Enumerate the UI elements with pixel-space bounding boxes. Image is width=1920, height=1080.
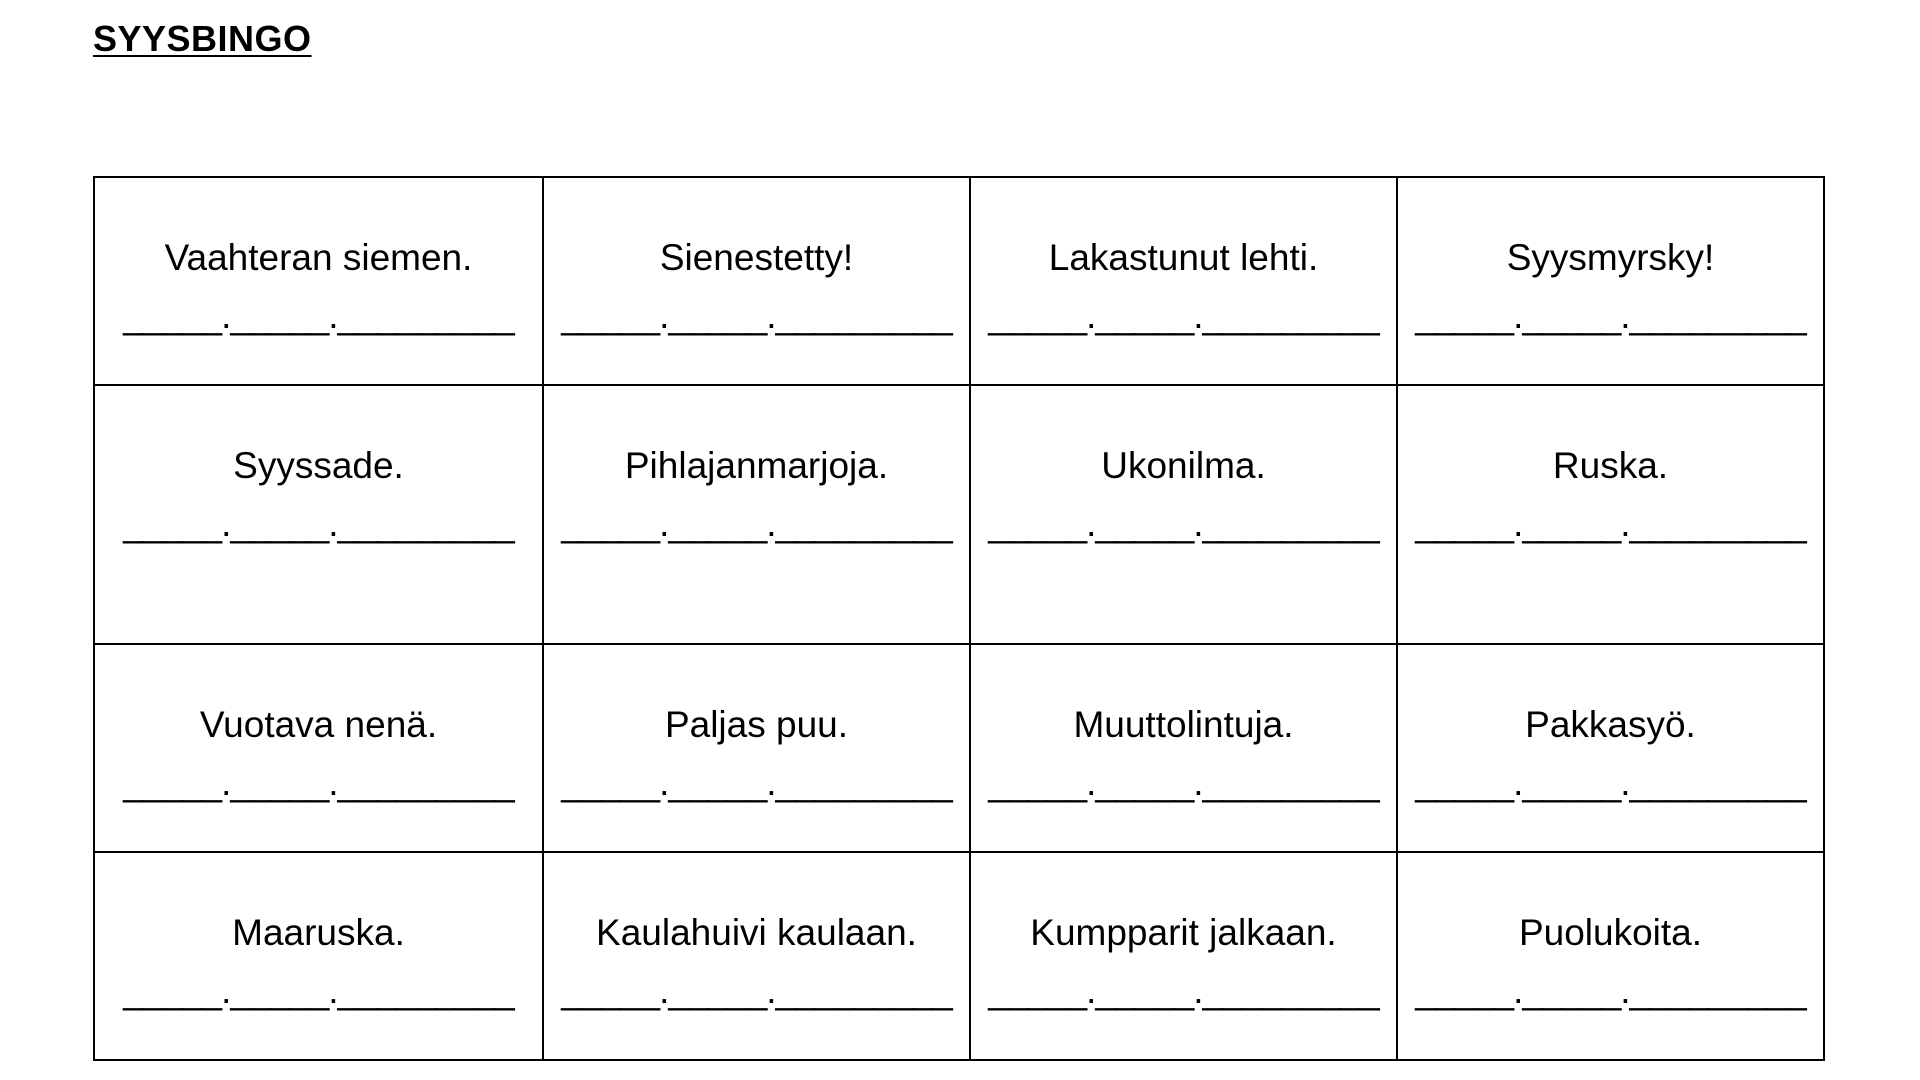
bingo-cell	[1397, 852, 1824, 1060]
bingo-cell	[1397, 177, 1824, 385]
bingo-cell	[970, 385, 1397, 644]
date-blank: _____._____._________	[561, 970, 952, 1011]
cell-text: Pihlajanmarjoja.	[624, 445, 889, 486]
cell-text: Kaulahuivi kaulaan.	[596, 912, 917, 953]
cell-text: Syysmyrsky!	[1506, 237, 1715, 278]
date-blank: _____._____._________	[988, 295, 1379, 336]
bingo-row	[94, 385, 1824, 644]
bingo-row	[94, 177, 1824, 385]
bingo-cell	[94, 852, 543, 1060]
cell-text: Syyssade.	[233, 445, 404, 486]
bingo-cell	[970, 852, 1397, 1060]
date-blank: _____._____._________	[561, 503, 952, 544]
bingo-cell	[1397, 644, 1824, 852]
cell-text: Vuotava nenä.	[199, 704, 438, 745]
cell-text: Sienestetty!	[659, 237, 854, 278]
cell-text: Pakkasyö.	[1525, 704, 1696, 745]
bingo-cell	[94, 177, 543, 385]
bingo-cell	[543, 385, 970, 644]
cell-text: Puolukoita.	[1518, 912, 1703, 953]
bingo-grid	[93, 176, 1825, 1061]
date-blank: _____._____._________	[988, 970, 1379, 1011]
bingo-cell	[543, 852, 970, 1060]
bingo-cell	[543, 177, 970, 385]
cell-text: Paljas puu.	[664, 704, 849, 745]
date-blank: _____._____._________	[1415, 970, 1806, 1011]
bingo-cell	[94, 644, 543, 852]
cell-text: Maaruska.	[232, 912, 405, 953]
date-blank: _____._____._________	[123, 503, 514, 544]
date-blank: _____._____._________	[988, 762, 1379, 803]
cell-text: Ruska.	[1552, 445, 1669, 486]
date-blank: _____._____._________	[123, 970, 514, 1011]
cell-text: Vaahteran siemen.	[164, 237, 473, 278]
cell-text: Kumpparit jalkaan.	[1030, 912, 1337, 953]
cell-text: Lakastunut lehti.	[1048, 237, 1319, 278]
bingo-cell	[543, 644, 970, 852]
date-blank: _____._____._________	[1415, 503, 1806, 544]
cell-text: Muuttolintuja.	[1073, 704, 1294, 745]
date-blank: _____._____._________	[561, 762, 952, 803]
cell-text: Ukonilma.	[1101, 445, 1266, 486]
date-blank: _____._____._________	[123, 295, 514, 336]
date-blank: _____._____._________	[988, 503, 1379, 544]
page-title: SYYSBINGO	[93, 18, 312, 59]
bingo-cell	[1397, 385, 1824, 644]
bingo-cell	[970, 644, 1397, 852]
bingo-row	[94, 644, 1824, 852]
date-blank: _____._____._________	[123, 762, 514, 803]
date-blank: _____._____._________	[1415, 762, 1806, 803]
bingo-cell	[970, 177, 1397, 385]
date-blank: _____._____._________	[1415, 295, 1806, 336]
bingo-cell	[94, 385, 543, 644]
date-blank: _____._____._________	[561, 295, 952, 336]
bingo-row	[94, 852, 1824, 1060]
